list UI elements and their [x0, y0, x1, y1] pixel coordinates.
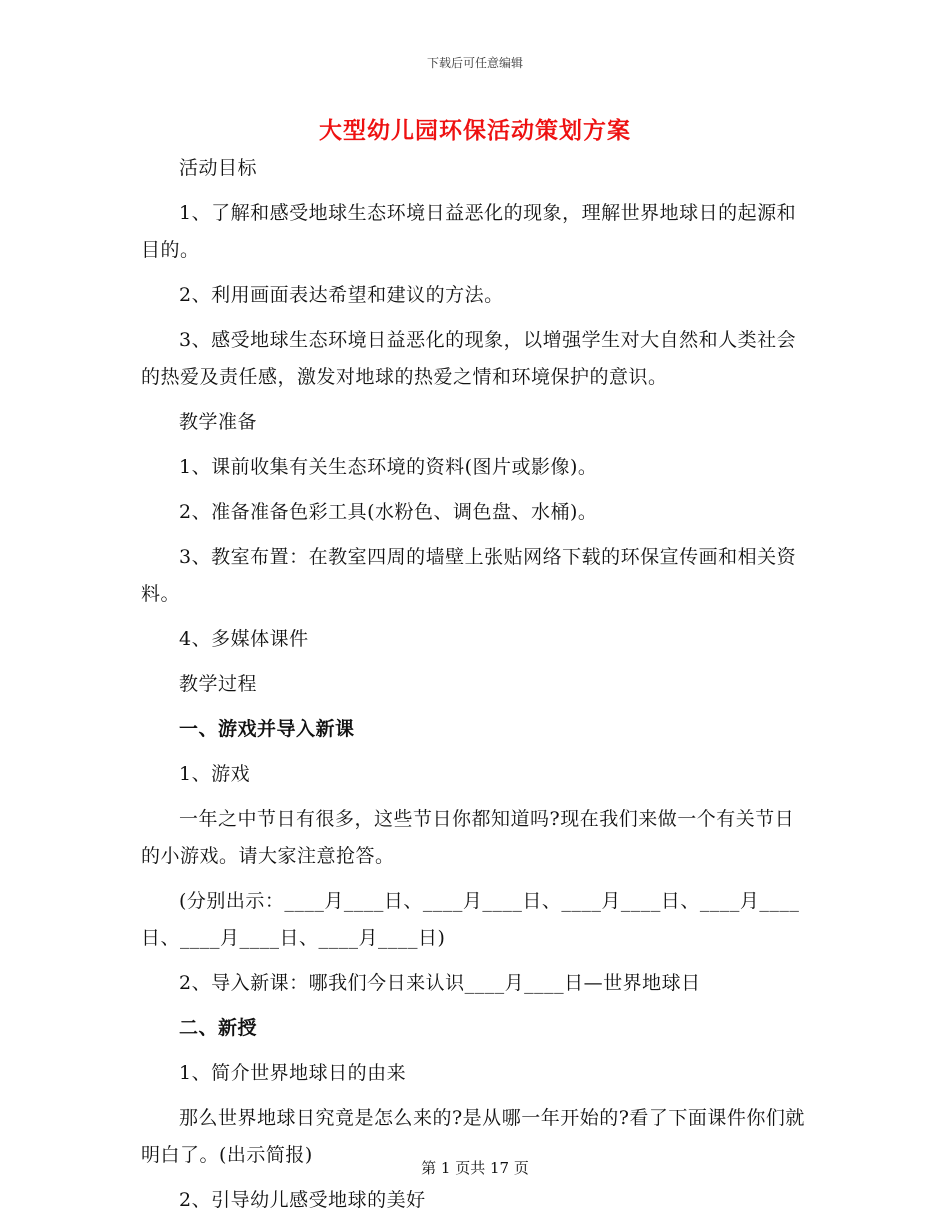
paragraph: 一年之中节日有很多，这些节日你都知道吗?现在我们来做一个有关节日的小游戏。请大家注意抢答。 — [141, 808, 795, 867]
document-title: 大型幼儿园环保活动策划方案 — [319, 117, 631, 144]
paragraph: 1、游戏 — [179, 763, 251, 785]
paragraph: 4、多媒体课件 — [179, 628, 309, 650]
paragraph: 2、准备准备色彩工具(水粉色、调色盘、水桶)。 — [179, 501, 598, 523]
paragraph: 活动目标 — [179, 157, 258, 179]
paragraph: 教学过程 — [179, 673, 258, 695]
paragraph: 1、简介世界地球日的由来 — [179, 1062, 407, 1084]
section-heading: 一、游戏并导入新课 — [179, 718, 355, 740]
paragraph: 2、利用画面表达希望和建议的方法。 — [179, 284, 504, 306]
paragraph: 2、引导幼儿感受地球的美好 — [179, 1189, 426, 1211]
page-footer: 第 1 页共 17 页 — [421, 1159, 529, 1177]
paragraph: 1、了解和感受地球生态环境日益恶化的现象，理解世界地球日的起源和目的。 — [141, 202, 797, 261]
paragraph: 1、课前收集有关生态环境的资料(图片或影像)。 — [179, 456, 598, 478]
paragraph: 教学准备 — [179, 411, 258, 433]
paragraph: (分别出示：____月____日、____月____日、____月____日、____月____日、____月____日、____月____日) — [141, 890, 800, 949]
page-header: 下载后可任意编辑 — [426, 56, 523, 70]
section-heading: 二、新授 — [179, 1017, 258, 1039]
paragraph: 2、导入新课：哪我们今日来认识____月____日—世界地球日 — [179, 972, 701, 994]
paragraph: 3、感受地球生态环境日益恶化的现象，以增强学生对大自然和人类社会的热爱及责任感，激发对地球的热爱之情和环境保护的意识。 — [141, 329, 797, 388]
document-body — [141, 150, 809, 1227]
paragraph: 3、教室布置：在教室四周的墙壁上张贴网络下载的环保宣传画和相关资料。 — [141, 546, 797, 605]
paragraph: 那么世界地球日究竟是怎么来的?是从哪一年开始的?看了下面课件你们就明白了。(出示简报) — [141, 1107, 805, 1166]
